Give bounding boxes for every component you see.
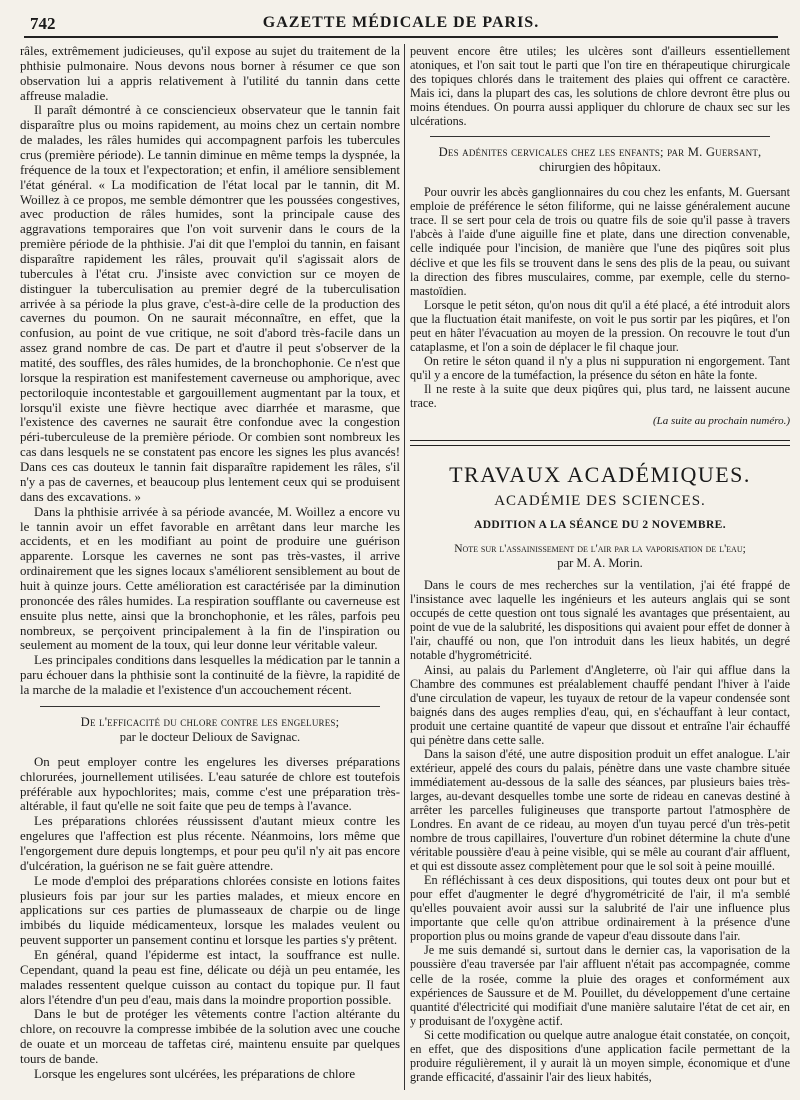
article-author: chirurgien des hôpitaux. [539, 160, 661, 175]
paragraph: Dans la saison d'été, une autre disposition produit un effet analogue. L'air extérieur, appelé des cours du palais, pénètre dans une vaste chambre située immédiatement au-dessous de la salle des séances, par plusieurs baies très-larges, au-devant desquelles tombe une sorte de rideau en canevas destiné à arrêter les parcelles fuligineuses que transporte partout l'atmosphère de Londres. En avant de ce rideau, au moyen d'un tuyau percé d'un très-petit nombre de trous capillaires, l'ouverture d'un robinet détermine la chute d'une véritable poussière d'eau à peine visible, qui se mêle au courant d'air affluent, et qui est dissoute assez complètement pour que le sol soit à peine mouillé. [410, 746, 790, 874]
page-header [24, 10, 778, 38]
paragraph: peuvent encore être utiles; les ulcères sont d'ailleurs essentiellement atoniques, et l'on sait tout le parti que l'on tire en thérapeutique chirurgicale des topiques chlorés dans le traitement des plaies qui offrent ce caractère. Mais ici, dans la plupart des cas, les solutions de chlore devront être plus ou moins étendues. On pourra aussi appliquer du chlorure de chaux sec sur les ulcérations. [410, 44, 790, 129]
section-heading: TRAVAUX ACADÉMIQUES. [449, 462, 751, 488]
paragraph: Les principales conditions dans lesquelles la médication par le tannin a paru échouer dans la phthisie sont la continuité de la fièvre, la rapidité de la marche de la maladie et l'existence d'un accouchement récent. [20, 653, 400, 697]
paragraph: Dans la phthisie arrivée à sa période avancée, M. Woillez a encore vu le tannin avoir un effet favorable en arrêtant dans leur marche les accidents, et en les modifiant au point de produire une guérison apparente. Lorsque les cavernes ne sont pas très-vastes, il arrive ordinairement que les signes locaux s'améliorent sensiblement au bout de huit à quinze jours. Cette amélioration est caractérisée par la diminution prononcée des râles humides. La respiration soufflante ou caverneuse est ensuite plus nette, ainsi que la bronchophonie, et les râles, parfois peu nombreux, se perçoivent principalement à la fin de l'inspiration ou seulement au moment de la toux, qui leur donne leur véritable valeur. [20, 504, 400, 653]
session-heading: ADDITION A LA SÉANCE DU 2 NOVEMBRE. [473, 519, 727, 532]
article-author: par le docteur Delioux de Savignac. [119, 729, 301, 744]
paragraph: On retire le séton quand il n'y a plus ni suppuration ni engorgement. Tant qu'il y a encore de la tuméfaction, la présence du séton en hâte la fonte. [410, 353, 790, 382]
paragraph: Il ne reste à la suite que deux piqûres qui, plus tard, ne laissent aucune trace. [410, 381, 790, 410]
section-rule [410, 440, 790, 446]
note-title: Note sur l'assainissement de l'air par la vaporisation de l'eau; [454, 543, 746, 556]
article-title: De l'efficacité du chlore contre les engelures; [80, 714, 340, 729]
journal-title: GAZETTE MÉDICALE DE PARIS. [262, 14, 540, 31]
subsection-heading: ACADÉMIE DES SCIENCES. [494, 493, 706, 510]
paragraph: Il paraît démontré à ce consciencieux observateur que le tannin fait disparaître plus ou moins rapidement, au moins chez un certain nombre de malades, les râles humides qui accompagnent parfois les tubercules crus (première période). Le tannin diminue en même temps la dyspnée, la fréquence de la toux et l'expectoration; et enfin, il améliore sensiblement l'état général. « La modification de l'état local par le tannin, dit M. Woillez à ce propos, me semble démontrer que les poussées congestives, avec production de râles humides, sont la principale cause des aggravations temporaires que l'on voit survenir dans le cours de la première période de la phthisie. J'ai dit que l'emploi du tannin, en faisant disparaître rapidement les râles, prouvait qu'il s'agissait alors de tubercules à l'état cru. J'insiste avec conviction sur ce moyen de distinguer la tuberculisation au premier degré de la tuberculisation arrivée à sa période la plus grave, c'est-à-dire celle de la production des cavernes du poumon. On ne saurait méconnaître, en effet, que la confusion, au point de vue critique, ne soit d'abord très-facile dans un assez grand nombre de cas. De part et d'autre il peut s'observer de la matité, des souffles, des râles humides, de la bronchophonie. Ce n'est que lorsque la respiration est manifestement caverneuse ou amphorique, avec pectoriloquie incontestable et gargouillement augmentant par la toux, et lorsqu'il existe une fièvre hectique avec diarrhée et marasme, que l'existence des cavernes ne saurait être confondue avec la congestion péri-tuberculeuse de la première période. Or combien sont nombreux les cas dans lesquels ne se constatent pas encore les signes les plus avancés! Dans ces cas douteux le tannin fait disparaître rapidement les râles, s'il n'y a pas de cavernes, et beaucoup plus lentement ceux qui se produisent dans des excavations. » [20, 103, 400, 504]
paragraph: Dans le but de protéger les vêtements contre l'action altérante du chlore, on recouvre la compresse imbibée de la solution avec une couche de ouate et un morceau de taffetas ciré, maintenu ensuite par quelques tours de bande. [20, 1007, 400, 1066]
paragraph: On peut employer contre les engelures les diverses préparations chlorurées, journellement utilisées. L'eau saturée de chlore est toutefois préférable aux hypochlorites; mais, comme c'est une préparation très-altérable, il faut qu'elle ne soit faite que peu de temps à l'avance. [20, 754, 400, 814]
paragraph: Si cette modification ou quelque autre analogue était constatée, on conçoit, en effet, que des dispositions d'une application facile permettant de la produire régulièrement, il y aurait là un moyen simple, économique et d'une grande efficacité, d'assainir l'air des lieux habités, [410, 1027, 790, 1084]
paragraph: Dans le cours de mes recherches sur la ventilation, j'ai été frappé de l'insistance avec laquelle les ingénieurs et les auteurs anglais qui se sont occupés de cette question ont tous signalé les avantages que présentaient, au point de vue de la salubrité, les dispositions qui avaient pour effet de donner à l'air, chauffé ou non, que l'on introduit dans les lieux habités, un degré notable d'hygrométricité. [410, 578, 790, 663]
paragraph: Le mode d'emploi des préparations chlorées consiste en lotions faites plusieurs fois par jour sur les parties malades, et mieux encore en applications sur ces parties de plumasseaux de charpie ou de linge imbibés du liquide médicamenteux, lorsque les malades veulent ou peuvent supporter un pansement continu et lorsque les parties s'y prêtent. [20, 873, 400, 948]
paragraph: Je me suis demandé si, surtout dans le dernier cas, la vaporisation de la poussière d'eau traversée par l'air affluent n'était pas accompagnée, comme celle de la rosée, comme la pluie des orages et conformément aux expériences de Saussure et de M. Pouillet, du développement d'une certaine quantité d'électricité qui modifiait d'une manière salutaire l'état de cet air, en y produisant de l'oxygène actif. [410, 943, 790, 1028]
paragraph: En réfléchissant à ces deux dispositions, qui toutes deux ont pour but et pour effet d'augmenter le degré d'hygrométricité de l'air, il m'a semblé qu'elles pouvaient avoir aussi sur la salubrité de l'air une influence plus importante que celle qu'on attribue ordinairement à la présence d'une proportion plus ou moins grande de vapeur d'eau dissoute dans l'air. [410, 873, 790, 944]
section-divider [430, 136, 770, 137]
paragraph: Lorsque les engelures sont ulcérées, les préparations de chlore [34, 1066, 356, 1081]
right-column [410, 44, 790, 1084]
note-author: par M. A. Morin. [557, 556, 643, 571]
paragraph: En général, quand l'épiderme est intact, la souffrance est nulle. Cependant, quand la peau est fine, délicate ou déjà un peu entamée, les malades ressentent quelque cuisson au contact du topique pur. Il faut alors l'étendre d'un peu d'eau, mais dans la moindre proportion possible. [20, 947, 400, 1007]
paragraph: Les préparations chlorées réussissent d'autant mieux contre les engelures que l'affection est plus récente. Néanmoins, lors même que l'engorgement dure depuis longtemps, et pour peu qu'il n'y ait pas encore d'ulcération, la guérison ne se fait guère attendre. [20, 814, 400, 873]
paragraph: Pour ouvrir les abcès ganglionnaires du cou chez les enfants, M. Guersant emploie de préférence le séton filiforme, qui ne laisse généralement aucune trace. Il se sert pour cela de trois ou quatre fils de soie qu'il passe à travers l'abcès à l'aide d'une aiguille fine et plate, dans une direction convenable, celle indiquée pour l'incision, de manière que l'une des piqûres soit plus déclive et que les fils se trouvent dans le sens des plis de la peau, ou suivant la direction des fibres musculaires, comme, par exemple, celle du sterno-mastoïdien. [410, 185, 790, 298]
paragraph: Lorsque le petit séton, qu'on nous dit qu'il a été placé, a été introduit alors que la fluctuation était manifeste, on voit le pus sortir par les piqûres, et l'on peut en hâter l'évacuation au moyen de la pression. On recouvre le tout d'un cataplasme, et l'on a soin de déplacer le fil chaque jour. [410, 297, 790, 354]
article-title: Des adénites cervicales chez les enfants; par M. Guersant, [438, 145, 762, 160]
left-column [20, 44, 400, 1082]
continuation-note: (La suite au prochain numéro.) [653, 415, 790, 428]
section-divider [40, 706, 380, 707]
page-number: 742 [30, 14, 56, 33]
column-rule [404, 44, 405, 1090]
paragraph: râles, extrêmement judicieuses, qu'il expose au sujet du traitement de la phthisie pulmonaire. Nous devons nous borner à résumer ce que son observation lui a appris relativement à l'utilité du tannin dans cette affreuse maladie. [20, 44, 400, 103]
paragraph: Ainsi, au palais du Parlement d'Angleterre, où l'air qui afflue dans la Chambre des communes est préalablement chauffé pendant l'hiver à l'aide d'une circulation de vapeur, les tuyaux de retour de la vapeur condensée sont baignés dans des auges remplies d'eau, qui, en s'échauffant à leur contact, produit une certaine quantité de vapeur que dissout et entraîne l'air échauffé qui pénètre dans cette salle. [410, 662, 790, 747]
